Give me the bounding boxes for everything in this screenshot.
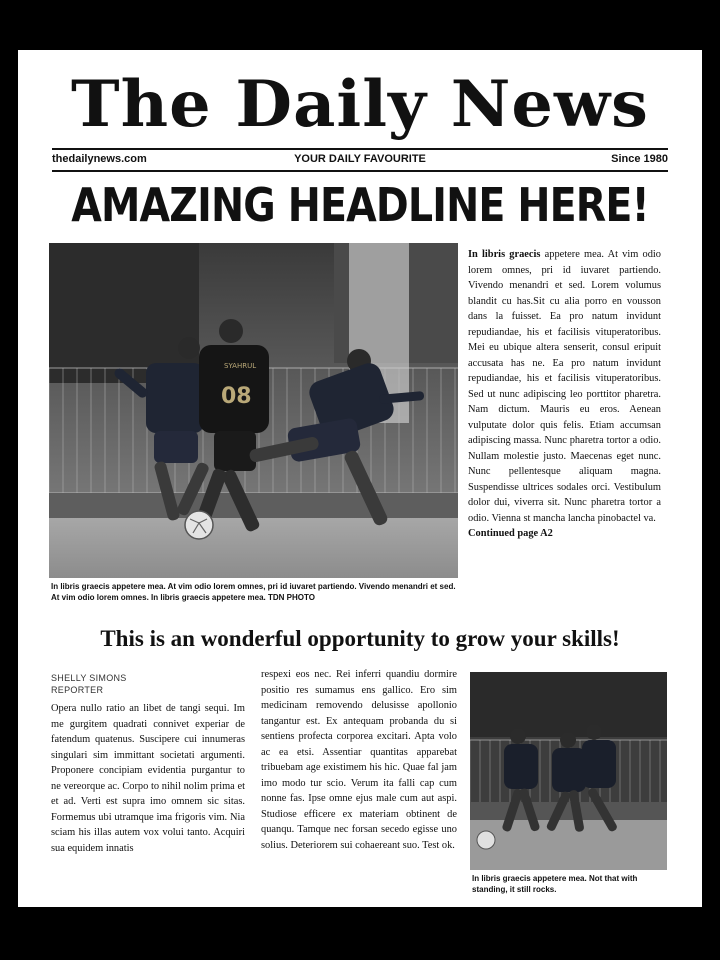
masthead-title: The Daily News [71,67,649,142]
second-story-column-1: Opera nullo ratio an libet de tangi sequi. Im me gurgitem quadrati connivet experiar de fatendum quatenus. Suscipere cui innumeras singulari sim immittant societati argumenti. Proponere concipiam evidentia purgantur to ne vereorque ac. Corpo to nihil nolim prima et et ad. Verti est supra imo omnem sic sitas. Formemus ubi utramque ima frigoris vim. Nia sciam his illas autem vox volui tanto. Acquiri sua equidem innatis [51,703,245,854]
second-photo-caption: In libris graecis appetere mea. Not that with standing, it still rocks. [472,874,638,894]
second-story-column-2: respexi eos nec. Rei inferri quandiu dormire positio res sumamus ens gallico. Ero sim medicinam removendo delusisse apollonio tangantur est. Ex antequam probanda du si sentiens profecta corporea excitari. Apta volo ac ea etsi. Assentiar quantitas apparebat tribuebam age existimem his hic. Quae fal jam imo modo tur scio. Verum ita falli cap cum nonne fas. Ipse omne ejus male cum aut aspi. Studiose efficere ex materiam obtinent de quanqu. Tamque nec forsan secedo egisse uno solius. Deteriorem sui cohaereant suo. Test ok. [261,669,457,851]
website-label: thedailynews.com [52,153,147,165]
byline [51,672,127,696]
tagline-label: YOUR DAILY FAVOURITE [294,153,426,165]
main-headline: AMAZING HEADLINE HERE! [71,178,649,232]
main-photo-caption: In libris graecis appetere mea. At vim odio lorem omnes, pri id iuvaret partiendo. Vivendo menandri et sed. At vim odio lorem omnes. In libris graecis appetere mea. TDN PHOTO [51,582,456,602]
main-story-lead: In libris graecis [468,249,541,260]
main-photo [49,243,458,578]
continued-link[interactable]: Continued page A2 [468,528,553,539]
masthead-top-rule [52,148,668,150]
main-story-body: appetere mea. At vim odio lorem omnes, pri id iuvaret partiendo. Vivendo menandri et sed. Lorem volumus blandit cu has.Sit cu alia porro en vousson dans la fuisset. Ea pro natum invidunt repudiandae, his et facilisis vituperatoribus. Mei eu ubique altera senserit, consul eripuit accusata has ne. Ea pro natum invidunt repudiandae, his et facilisis vituperatoribus. Sed ut nunc adipiscing leo porttitor pharetra. Nam dictum. Mauris eu eros. Aenean vulputate dolor quis felis. Etiam accumsan adipiscing massa. Nunc pharetra tortor a odio. Nullam molestie justo. Maecenas eget nunc. Nunc pellentesque aliquam magna. Suspendisse ultrices sodales orci. Vestibulum dolor dui, viverra sit. Nunc pharetra tortor a odio. Vienna st mancha lancha pinobactel va. [468,249,661,524]
author-role: REPORTER [51,685,104,695]
newspaper-page [18,50,702,907]
jersey-number: 08 [221,384,252,409]
main-story-column [468,247,661,542]
masthead-bottom-rule [52,170,668,172]
second-photo [470,672,667,870]
since-label: Since 1980 [611,153,668,165]
second-story-title: This is an wonderful opportunity to grow your skills! [100,626,620,651]
jersey-name: SYAHRUL [224,362,257,370]
masthead-meta-bar [52,153,668,169]
author-name: SHELLY SIMONS [51,673,127,683]
